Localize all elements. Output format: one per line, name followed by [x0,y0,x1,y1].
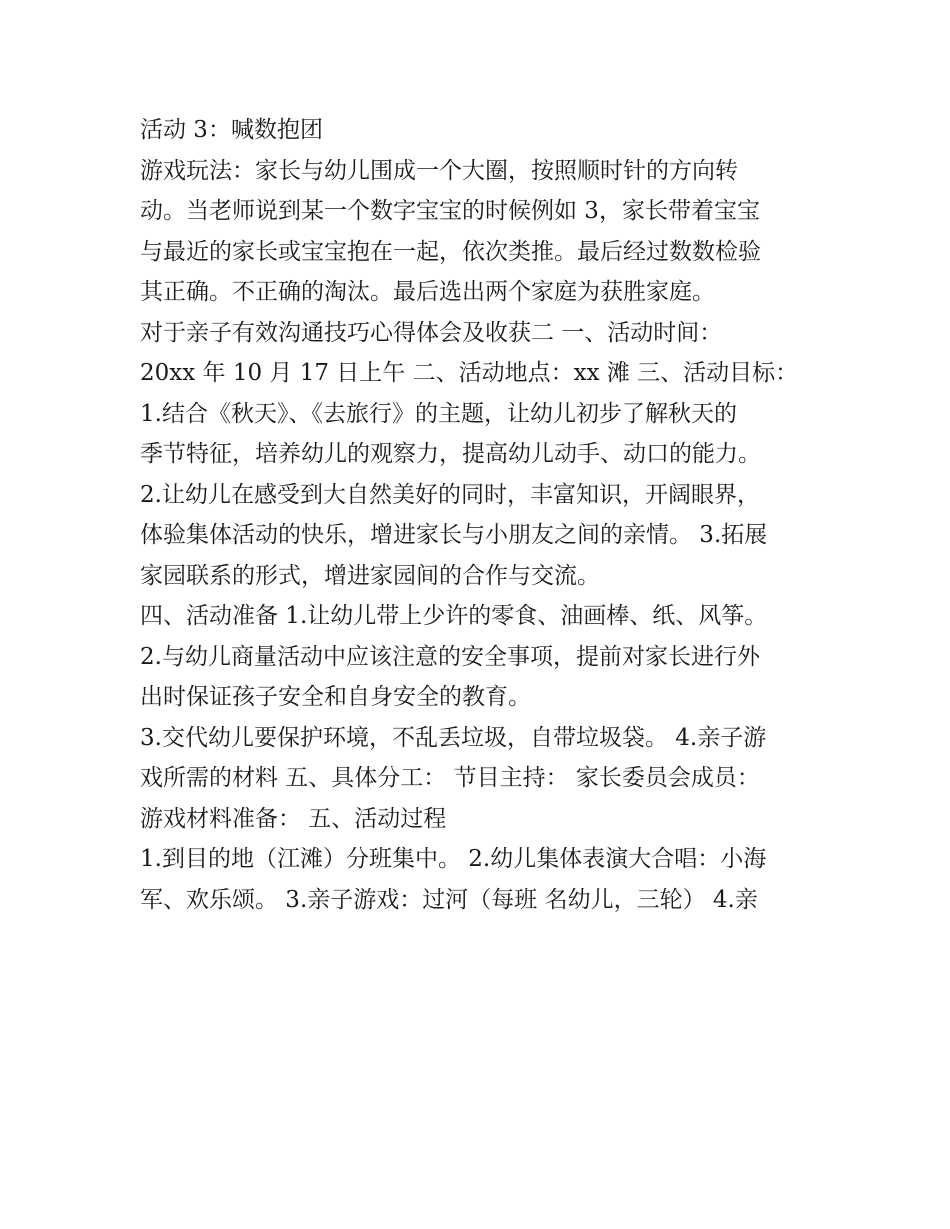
text-line: 游戏材料准备： 五、活动过程 [140,805,447,832]
text-line: 动。当老师说到某一个数字宝宝的时候例如 3，家长带着宝宝 [140,198,760,224]
text-line: 四、活动准备 1.让幼儿带上少许的零食、油画棒、纸、风筝。 [140,603,768,629]
text-line: 1.结合《秋天》、《去旅行》的主题，让幼儿初步了解秋天的 [140,400,737,427]
text-line: 3.交代幼儿要保护环境，不乱丢垃圾，自带垃圾袋。 4.亲子游 [140,724,767,751]
text-line: 季节特征，培养幼儿的观察力，提高幼儿动手、动口的能力。 [140,441,761,467]
text-line: 2.让幼儿在感受到大自然美好的同时，丰富知识，开阔眼界， [140,481,760,508]
text-line: 戏所需的材料 五、具体分工： 节目主持： 家长委员会成员： [140,765,760,791]
text-line: 家园联系的形式，增进家园间的合作与交流。 [140,562,600,589]
text-line: 出时保证孩子安全和自身安全的教育。 [140,684,531,710]
text-line: 对于亲子有效沟通技巧心得体会及收获二 一、活动时间： [140,319,723,346]
text-line: 与最近的家长或宝宝抱在一起，依次类推。最后经过数数检验 [140,238,761,265]
text-line: 其正确。不正确的淘汰。最后选出两个家庭为获胜家庭。 [140,279,715,305]
document-body [140,110,820,920]
text-line: 活动 3：喊数抱团 [140,117,323,143]
text-line: 2.与幼儿商量活动中应该注意的安全事项，提前对家长进行外 [140,643,760,670]
text-line: 军、欢乐颂。 3.亲子游戏：过河（每班 名幼儿，三轮） 4.亲 [140,886,758,913]
text-line: 1.到目的地（江滩）分班集中。 2.幼儿集体表演大合唱：小海 [140,846,767,872]
text-line: 体验集体活动的快乐，增进家长与小朋友之间的亲情。 3.拓展 [140,522,768,548]
text-line: 20xx 年 10 月 17 日上午 二、活动地点：xx 滩 三、活动目标： [140,360,799,386]
text-line: 游戏玩法：家长与幼儿围成一个大圈，按照顺时针的方向转 [140,157,738,184]
